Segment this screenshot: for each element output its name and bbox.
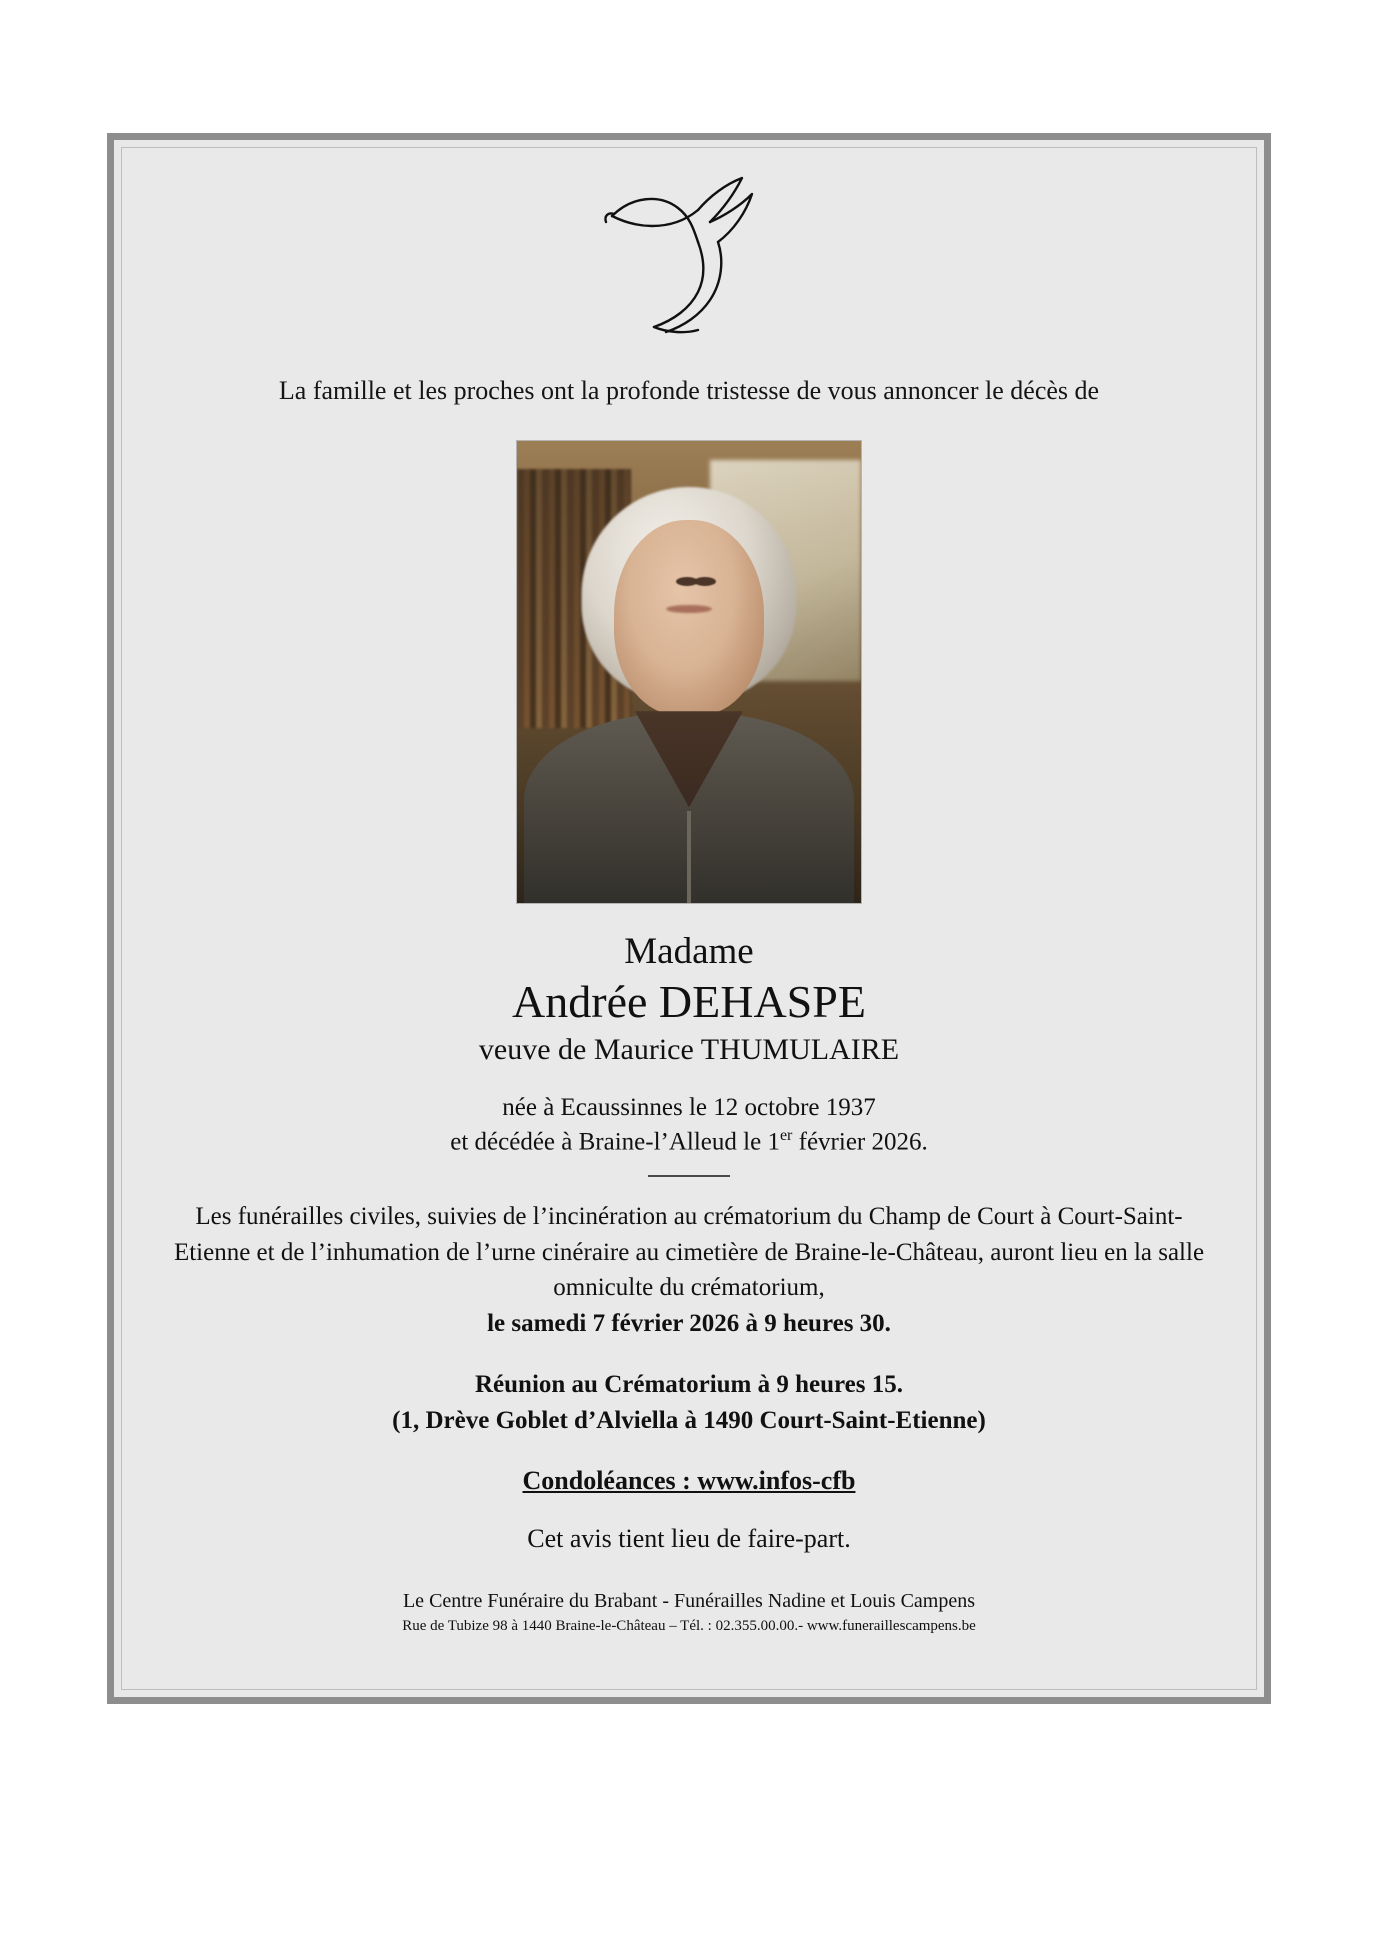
spouse-line: veuve de Maurice THUMULAIRE (478, 1033, 900, 1067)
funeral-home-footer (402, 1588, 976, 1637)
footer-company: Le Centre Funéraire du Brabant - Funérailles Nadine et Louis Campens (402, 1589, 976, 1612)
announcement-intro: La famille et les proches ont la profonde tristesse de vous annoncer le décès de (278, 376, 1100, 405)
reunion-line: Réunion au Crématorium à 9 heures 15. (474, 1371, 903, 1399)
portrait-photo (516, 440, 862, 904)
deceased-name-block (479, 932, 899, 1069)
notice-card (121, 147, 1257, 1690)
reunion-address: (1, Drève Goblet d’Alviella à 1490 Court-Saint-Etienne) (392, 1407, 986, 1435)
avis-line: Cet avis tient lieu de faire-part. (527, 1523, 851, 1553)
death-line-prefix: et décédée à Braine-l’Alleud le 1 (450, 1128, 780, 1156)
honorific: Madame (624, 931, 754, 973)
birth-line: née à Ecaussinnes le 12 octobre 1937 (502, 1094, 876, 1122)
notice-card-frame (107, 133, 1271, 1704)
footer-contact: Rue de Tubize 98 à 1440 Braine-le-Château – Tél. : 02.355.00.00.- www.funeraillescampens.be (402, 1617, 976, 1634)
reunion-details (392, 1367, 986, 1440)
condolences-link[interactable]: Condoléances : www.infos-cfb (522, 1465, 856, 1495)
funeral-paragraph: Les funérailles civiles, suivies de l’incinération au crématorium du Champ de Court à Court-Saint-Etienne et de l’inhumation de l’urne cinéraire au cimetière de Braine-le-Château, auront lieu en la salle omniculte du crématorium, (173, 1203, 1205, 1302)
death-line (450, 1125, 928, 1159)
funeral-datetime: le samedi 7 février 2026 à 9 heures 30. (487, 1309, 891, 1337)
death-line-suffix: février 2026. (792, 1128, 928, 1156)
deceased-name: Andrée DEHASPE (512, 975, 866, 1027)
dove-icon (594, 172, 784, 347)
funeral-details (159, 1199, 1219, 1341)
life-dates (450, 1091, 928, 1159)
divider (648, 1175, 730, 1177)
death-line-ordinal: er (779, 1127, 793, 1145)
